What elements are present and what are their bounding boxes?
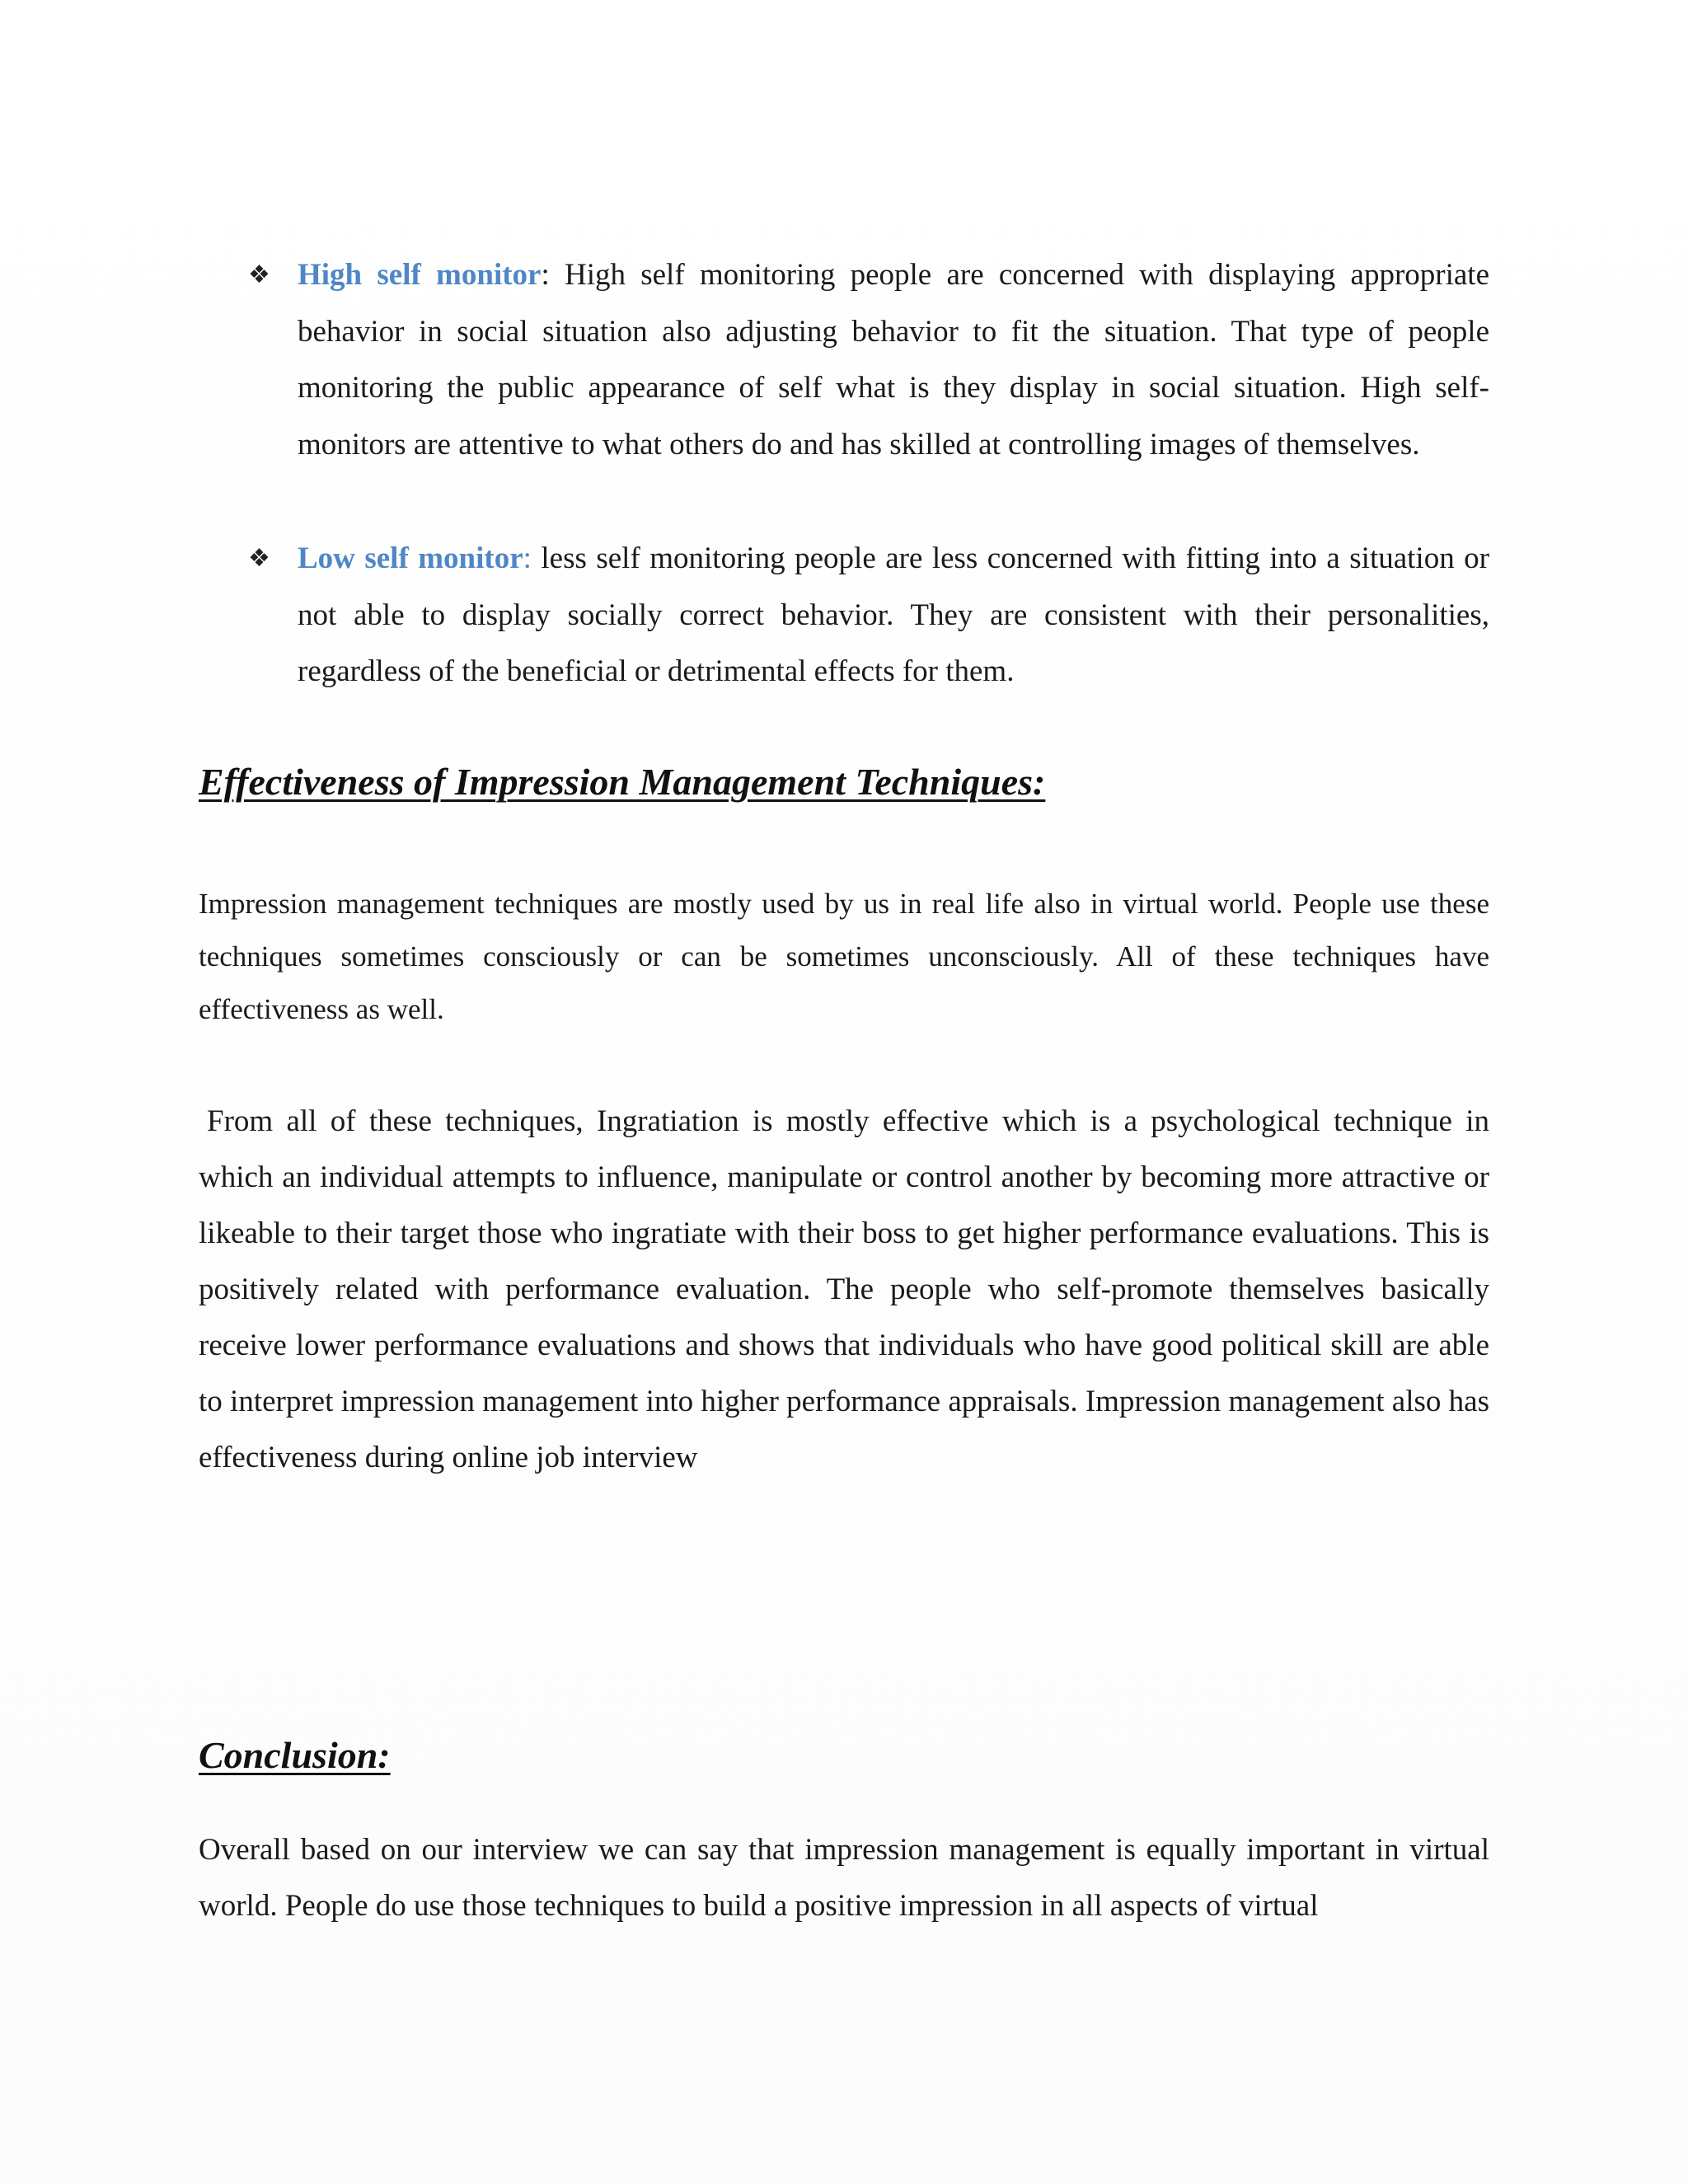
paragraph-conclusion: Overall based on our interview we can say that impression management is equally important in virtual world. People do use those techniques to build a positive impression in all aspects of virtual [199, 1832, 1489, 1923]
bullet-item-high-self-monitor [199, 247, 1489, 473]
bullet-term: High self monitor [298, 258, 542, 292]
bullet-separator: : [523, 541, 532, 575]
bullet-text: less self monitoring people are less concerned with fitting into a situation or not able to display socially correct behavior. They are consistent with their personalities, regardless of the beneficial or detrimental effects for them. [298, 541, 1489, 688]
bullet-item-low-self-monitor [199, 531, 1489, 701]
section-heading-effectiveness: Effectiveness of Impression Management Techniques: [199, 760, 1046, 803]
page-content [199, 247, 1489, 1934]
diamond-bullet-icon: ❖ [248, 544, 270, 573]
bullet-text: High self monitoring people are concerned with displaying appropriate behavior in social situation also adjusting behavior to fit the situation. That type of people monitoring the public appearance of self what is they display in social situation. High self-monitors are attentive to what others do and has skilled at controlling images of themselves. [298, 258, 1489, 462]
diamond-bullet-icon: ❖ [248, 260, 270, 289]
bullet-separator: : [541, 258, 550, 292]
bullet-term: Low self monitor [298, 541, 523, 575]
paragraph-techniques-intro: Impression management techniques are mostly used by us in real life also in virtual world. People use these techniques sometimes consciously or can be sometimes unconsciously. All of these techniques have effectiveness as well. [199, 887, 1489, 1025]
section-heading-conclusion: Conclusion: [199, 1733, 391, 1776]
paragraph-ingratiation: From all of these techniques, Ingratiation is mostly effective which is a psychological technique in which an individual attempts to influence, manipulate or control another by becoming more attractive or likeable to their target those who ingratiate with their boss to get higher performance evaluations. This is positively related with performance evaluation. The people who self-promote themselves basically receive lower performance evaluations and shows that individuals who have good political skill are able to interpret impression management into higher performance appraisals. Impression management also has effectiveness during online job interview [199, 1104, 1489, 1474]
